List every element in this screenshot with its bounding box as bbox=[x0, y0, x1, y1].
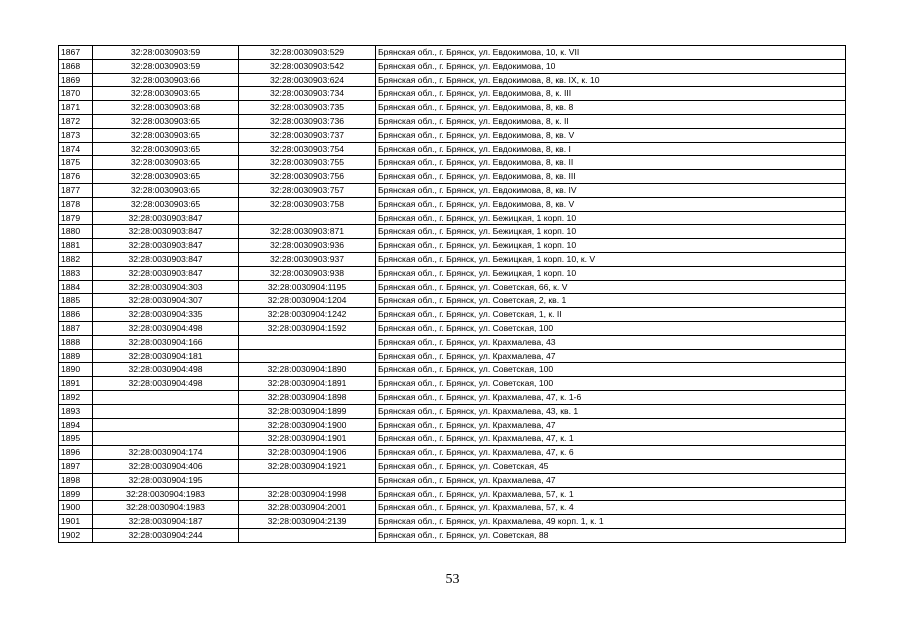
table-row bbox=[59, 390, 846, 404]
table-row bbox=[59, 225, 846, 239]
table-row bbox=[59, 515, 846, 529]
cadastral-number-cell: 32:28:0030903:737 bbox=[239, 128, 376, 142]
table-row bbox=[59, 294, 846, 308]
parent-cadastral-number-cell: 32:28:0030904:406 bbox=[93, 459, 239, 473]
record-number-cell: 1902 bbox=[59, 528, 93, 542]
cadastral-number-cell: 32:28:0030904:1204 bbox=[239, 294, 376, 308]
parent-cadastral-number-cell: 32:28:0030904:303 bbox=[93, 280, 239, 294]
table-row bbox=[59, 114, 846, 128]
table-row bbox=[59, 239, 846, 253]
address-cell: Брянская обл., г. Брянск, ул. Крахмалева, 47, к. 6 bbox=[376, 446, 846, 460]
parent-cadastral-number-cell: 32:28:0030903:847 bbox=[93, 266, 239, 280]
parent-cadastral-number-cell bbox=[93, 404, 239, 418]
table-row bbox=[59, 128, 846, 142]
record-number-cell: 1897 bbox=[59, 459, 93, 473]
record-number-cell: 1894 bbox=[59, 418, 93, 432]
cadastral-number-cell: 32:28:0030904:1901 bbox=[239, 432, 376, 446]
address-cell: Брянская обл., г. Брянск, ул. Евдокимова, 10, к. VII bbox=[376, 46, 846, 60]
cadastral-number-cell: 32:28:0030904:2001 bbox=[239, 501, 376, 515]
table-row bbox=[59, 377, 846, 391]
table-row bbox=[59, 156, 846, 170]
record-number-cell: 1896 bbox=[59, 446, 93, 460]
parent-cadastral-number-cell: 32:28:0030903:65 bbox=[93, 183, 239, 197]
record-number-cell: 1875 bbox=[59, 156, 93, 170]
table-row bbox=[59, 501, 846, 515]
address-cell: Брянская обл., г. Брянск, ул. Крахмалева, 57, к. 4 bbox=[376, 501, 846, 515]
parent-cadastral-number-cell: 32:28:0030904:498 bbox=[93, 321, 239, 335]
parent-cadastral-number-cell: 32:28:0030903:59 bbox=[93, 59, 239, 73]
table-row bbox=[59, 252, 846, 266]
address-cell: Брянская обл., г. Брянск, ул. Евдокимова, 8, кв. I bbox=[376, 142, 846, 156]
parent-cadastral-number-cell: 32:28:0030903:65 bbox=[93, 142, 239, 156]
address-cell: Брянская обл., г. Брянск, ул. Евдокимова, 8, кв. 8 bbox=[376, 101, 846, 115]
parent-cadastral-number-cell: 32:28:0030903:66 bbox=[93, 73, 239, 87]
address-cell: Брянская обл., г. Брянск, ул. Евдокимова, 8, кв. IX, к. 10 bbox=[376, 73, 846, 87]
cadastral-number-cell: 32:28:0030903:937 bbox=[239, 252, 376, 266]
address-cell: Брянская обл., г. Брянск, ул. Крахмалева, 49 корп. 1, к. 1 bbox=[376, 515, 846, 529]
table-row bbox=[59, 418, 846, 432]
parent-cadastral-number-cell: 32:28:0030903:65 bbox=[93, 156, 239, 170]
record-number-cell: 1895 bbox=[59, 432, 93, 446]
cadastral-number-cell: 32:28:0030904:1900 bbox=[239, 418, 376, 432]
cadastral-number-cell: 32:28:0030903:734 bbox=[239, 87, 376, 101]
address-cell: Брянская обл., г. Брянск, ул. Крахмалева, 43 bbox=[376, 335, 846, 349]
table-row bbox=[59, 73, 846, 87]
parent-cadastral-number-cell: 32:28:0030904:244 bbox=[93, 528, 239, 542]
cadastral-number-cell: 32:28:0030904:1890 bbox=[239, 363, 376, 377]
record-number-cell: 1885 bbox=[59, 294, 93, 308]
record-number-cell: 1882 bbox=[59, 252, 93, 266]
parent-cadastral-number-cell: 32:28:0030904:166 bbox=[93, 335, 239, 349]
record-number-cell: 1893 bbox=[59, 404, 93, 418]
address-cell: Брянская обл., г. Брянск, ул. Евдокимова, 8, кв. IV bbox=[376, 183, 846, 197]
page-number: 53 bbox=[445, 572, 460, 587]
cadastral-number-cell: 32:28:0030904:2139 bbox=[239, 515, 376, 529]
cadastral-number-cell: 32:28:0030903:754 bbox=[239, 142, 376, 156]
parent-cadastral-number-cell bbox=[93, 390, 239, 404]
parent-cadastral-number-cell: 32:28:0030903:68 bbox=[93, 101, 239, 115]
parent-cadastral-number-cell: 32:28:0030903:65 bbox=[93, 197, 239, 211]
cadastral-number-cell: 32:28:0030903:736 bbox=[239, 114, 376, 128]
record-number-cell: 1888 bbox=[59, 335, 93, 349]
record-number-cell: 1879 bbox=[59, 211, 93, 225]
parent-cadastral-number-cell: 32:28:0030904:181 bbox=[93, 349, 239, 363]
record-number-cell: 1871 bbox=[59, 101, 93, 115]
table-row bbox=[59, 266, 846, 280]
address-cell: Брянская обл., г. Брянск, ул. Советская, 88 bbox=[376, 528, 846, 542]
table-row bbox=[59, 432, 846, 446]
record-number-cell: 1899 bbox=[59, 487, 93, 501]
cadastral-number-cell: 32:28:0030903:529 bbox=[239, 46, 376, 60]
address-cell: Брянская обл., г. Брянск, ул. Советская, 45 bbox=[376, 459, 846, 473]
table-row bbox=[59, 183, 846, 197]
table-row bbox=[59, 46, 846, 60]
address-cell: Брянская обл., г. Брянск, ул. Крахмалева, 47 bbox=[376, 473, 846, 487]
record-number-cell: 1898 bbox=[59, 473, 93, 487]
cadastral-number-cell: 32:28:0030903:757 bbox=[239, 183, 376, 197]
record-number-cell: 1886 bbox=[59, 308, 93, 322]
record-number-cell: 1874 bbox=[59, 142, 93, 156]
address-cell: Брянская обл., г. Брянск, ул. Евдокимова, 8, кв. V bbox=[376, 128, 846, 142]
cadastral-number-cell: 32:28:0030904:1898 bbox=[239, 390, 376, 404]
cadastral-number-cell: 32:28:0030903:735 bbox=[239, 101, 376, 115]
table-row bbox=[59, 280, 846, 294]
record-number-cell: 1890 bbox=[59, 363, 93, 377]
table-row bbox=[59, 308, 846, 322]
record-number-cell: 1900 bbox=[59, 501, 93, 515]
cadastral-number-cell: 32:28:0030903:624 bbox=[239, 73, 376, 87]
address-cell: Брянская обл., г. Брянск, ул. Бежицкая, 1 корп. 10 bbox=[376, 266, 846, 280]
table-row bbox=[59, 473, 846, 487]
cadastral-number-cell: 32:28:0030903:938 bbox=[239, 266, 376, 280]
parent-cadastral-number-cell: 32:28:0030903:847 bbox=[93, 225, 239, 239]
record-number-cell: 1887 bbox=[59, 321, 93, 335]
address-cell: Брянская обл., г. Брянск, ул. Евдокимова, 8, кв. V bbox=[376, 197, 846, 211]
parent-cadastral-number-cell: 32:28:0030904:1983 bbox=[93, 501, 239, 515]
cadastral-number-cell: 32:28:0030903:755 bbox=[239, 156, 376, 170]
address-cell: Брянская обл., г. Брянск, ул. Советская, 100 bbox=[376, 321, 846, 335]
address-cell: Брянская обл., г. Брянск, ул. Евдокимова, 10 bbox=[376, 59, 846, 73]
record-number-cell: 1867 bbox=[59, 46, 93, 60]
cadastral-number-cell bbox=[239, 335, 376, 349]
address-cell: Брянская обл., г. Брянск, ул. Бежицкая, 1 корп. 10 bbox=[376, 239, 846, 253]
cadastral-number-cell: 32:28:0030904:1921 bbox=[239, 459, 376, 473]
table-row bbox=[59, 170, 846, 184]
address-cell: Брянская обл., г. Брянск, ул. Советская, 66, к. V bbox=[376, 280, 846, 294]
cadastral-number-cell: 32:28:0030904:1592 bbox=[239, 321, 376, 335]
record-number-cell: 1880 bbox=[59, 225, 93, 239]
address-cell: Брянская обл., г. Брянск, ул. Бежицкая, 1 корп. 10 bbox=[376, 211, 846, 225]
address-cell: Брянская обл., г. Брянск, ул. Крахмалева, 43, кв. 1 bbox=[376, 404, 846, 418]
cadastral-number-cell bbox=[239, 211, 376, 225]
address-cell: Брянская обл., г. Брянск, ул. Крахмалева, 57, к. 1 bbox=[376, 487, 846, 501]
table-row bbox=[59, 87, 846, 101]
cadastral-number-cell bbox=[239, 473, 376, 487]
address-cell: Брянская обл., г. Брянск, ул. Советская, 2, кв. 1 bbox=[376, 294, 846, 308]
parent-cadastral-number-cell: 32:28:0030904:335 bbox=[93, 308, 239, 322]
table-row bbox=[59, 404, 846, 418]
cadastral-number-cell: 32:28:0030903:542 bbox=[239, 59, 376, 73]
parent-cadastral-number-cell: 32:28:0030904:195 bbox=[93, 473, 239, 487]
cadastral-number-cell: 32:28:0030904:1906 bbox=[239, 446, 376, 460]
address-cell: Брянская обл., г. Брянск, ул. Крахмалева, 47 bbox=[376, 418, 846, 432]
cadastral-number-cell bbox=[239, 349, 376, 363]
record-number-cell: 1872 bbox=[59, 114, 93, 128]
table-row bbox=[59, 211, 846, 225]
record-number-cell: 1876 bbox=[59, 170, 93, 184]
cadastral-number-cell bbox=[239, 528, 376, 542]
table-row bbox=[59, 528, 846, 542]
parent-cadastral-number-cell: 32:28:0030903:65 bbox=[93, 114, 239, 128]
cadastral-number-cell: 32:28:0030904:1891 bbox=[239, 377, 376, 391]
table-row bbox=[59, 487, 846, 501]
address-cell: Брянская обл., г. Брянск, ул. Советская, 100 bbox=[376, 377, 846, 391]
parent-cadastral-number-cell: 32:28:0030904:307 bbox=[93, 294, 239, 308]
parent-cadastral-number-cell: 32:28:0030903:847 bbox=[93, 211, 239, 225]
cadastral-number-cell: 32:28:0030903:871 bbox=[239, 225, 376, 239]
parent-cadastral-number-cell: 32:28:0030903:65 bbox=[93, 128, 239, 142]
address-cell: Брянская обл., г. Брянск, ул. Евдокимова, 8, к. II bbox=[376, 114, 846, 128]
parent-cadastral-number-cell: 32:28:0030903:847 bbox=[93, 239, 239, 253]
record-number-cell: 1889 bbox=[59, 349, 93, 363]
parent-cadastral-number-cell bbox=[93, 418, 239, 432]
table-row bbox=[59, 335, 846, 349]
parent-cadastral-number-cell: 32:28:0030903:65 bbox=[93, 170, 239, 184]
table-row bbox=[59, 363, 846, 377]
record-number-cell: 1881 bbox=[59, 239, 93, 253]
record-number-cell: 1901 bbox=[59, 515, 93, 529]
table-row bbox=[59, 59, 846, 73]
address-cell: Брянская обл., г. Брянск, ул. Бежицкая, 1 корп. 10, к. V bbox=[376, 252, 846, 266]
address-cell: Брянская обл., г. Брянск, ул. Крахмалева, 47, к. 1-6 bbox=[376, 390, 846, 404]
records-table-body bbox=[59, 46, 846, 543]
table-row bbox=[59, 459, 846, 473]
parent-cadastral-number-cell: 32:28:0030904:498 bbox=[93, 377, 239, 391]
record-number-cell: 1868 bbox=[59, 59, 93, 73]
cadastral-number-cell: 32:28:0030904:1195 bbox=[239, 280, 376, 294]
record-number-cell: 1869 bbox=[59, 73, 93, 87]
table-row bbox=[59, 142, 846, 156]
table-row bbox=[59, 321, 846, 335]
record-number-cell: 1891 bbox=[59, 377, 93, 391]
table-row bbox=[59, 349, 846, 363]
record-number-cell: 1877 bbox=[59, 183, 93, 197]
record-number-cell: 1878 bbox=[59, 197, 93, 211]
record-number-cell: 1883 bbox=[59, 266, 93, 280]
cadastral-number-cell: 32:28:0030904:1899 bbox=[239, 404, 376, 418]
parent-cadastral-number-cell: 32:28:0030904:1983 bbox=[93, 487, 239, 501]
record-number-cell: 1873 bbox=[59, 128, 93, 142]
cadastral-number-cell: 32:28:0030903:756 bbox=[239, 170, 376, 184]
parent-cadastral-number-cell: 32:28:0030903:65 bbox=[93, 87, 239, 101]
address-cell: Брянская обл., г. Брянск, ул. Бежицкая, 1 корп. 10 bbox=[376, 225, 846, 239]
record-number-cell: 1884 bbox=[59, 280, 93, 294]
cadastral-number-cell: 32:28:0030904:1998 bbox=[239, 487, 376, 501]
parent-cadastral-number-cell bbox=[93, 432, 239, 446]
address-cell: Брянская обл., г. Брянск, ул. Евдокимова, 8, к. III bbox=[376, 87, 846, 101]
records-table bbox=[58, 45, 846, 543]
address-cell: Брянская обл., г. Брянск, ул. Советская, 1, к. II bbox=[376, 308, 846, 322]
cadastral-number-cell: 32:28:0030903:758 bbox=[239, 197, 376, 211]
address-cell: Брянская обл., г. Брянск, ул. Евдокимова, 8, кв. III bbox=[376, 170, 846, 184]
parent-cadastral-number-cell: 32:28:0030903:847 bbox=[93, 252, 239, 266]
parent-cadastral-number-cell: 32:28:0030904:174 bbox=[93, 446, 239, 460]
address-cell: Брянская обл., г. Брянск, ул. Евдокимова, 8, кв. II bbox=[376, 156, 846, 170]
parent-cadastral-number-cell: 32:28:0030903:59 bbox=[93, 46, 239, 60]
parent-cadastral-number-cell: 32:28:0030904:187 bbox=[93, 515, 239, 529]
table-row bbox=[59, 446, 846, 460]
table-row bbox=[59, 101, 846, 115]
table-row bbox=[59, 197, 846, 211]
cadastral-number-cell: 32:28:0030903:936 bbox=[239, 239, 376, 253]
address-cell: Брянская обл., г. Брянск, ул. Советская, 100 bbox=[376, 363, 846, 377]
address-cell: Брянская обл., г. Брянск, ул. Крахмалева, 47 bbox=[376, 349, 846, 363]
record-number-cell: 1870 bbox=[59, 87, 93, 101]
cadastral-number-cell: 32:28:0030904:1242 bbox=[239, 308, 376, 322]
parent-cadastral-number-cell: 32:28:0030904:498 bbox=[93, 363, 239, 377]
record-number-cell: 1892 bbox=[59, 390, 93, 404]
address-cell: Брянская обл., г. Брянск, ул. Крахмалева, 47, к. 1 bbox=[376, 432, 846, 446]
